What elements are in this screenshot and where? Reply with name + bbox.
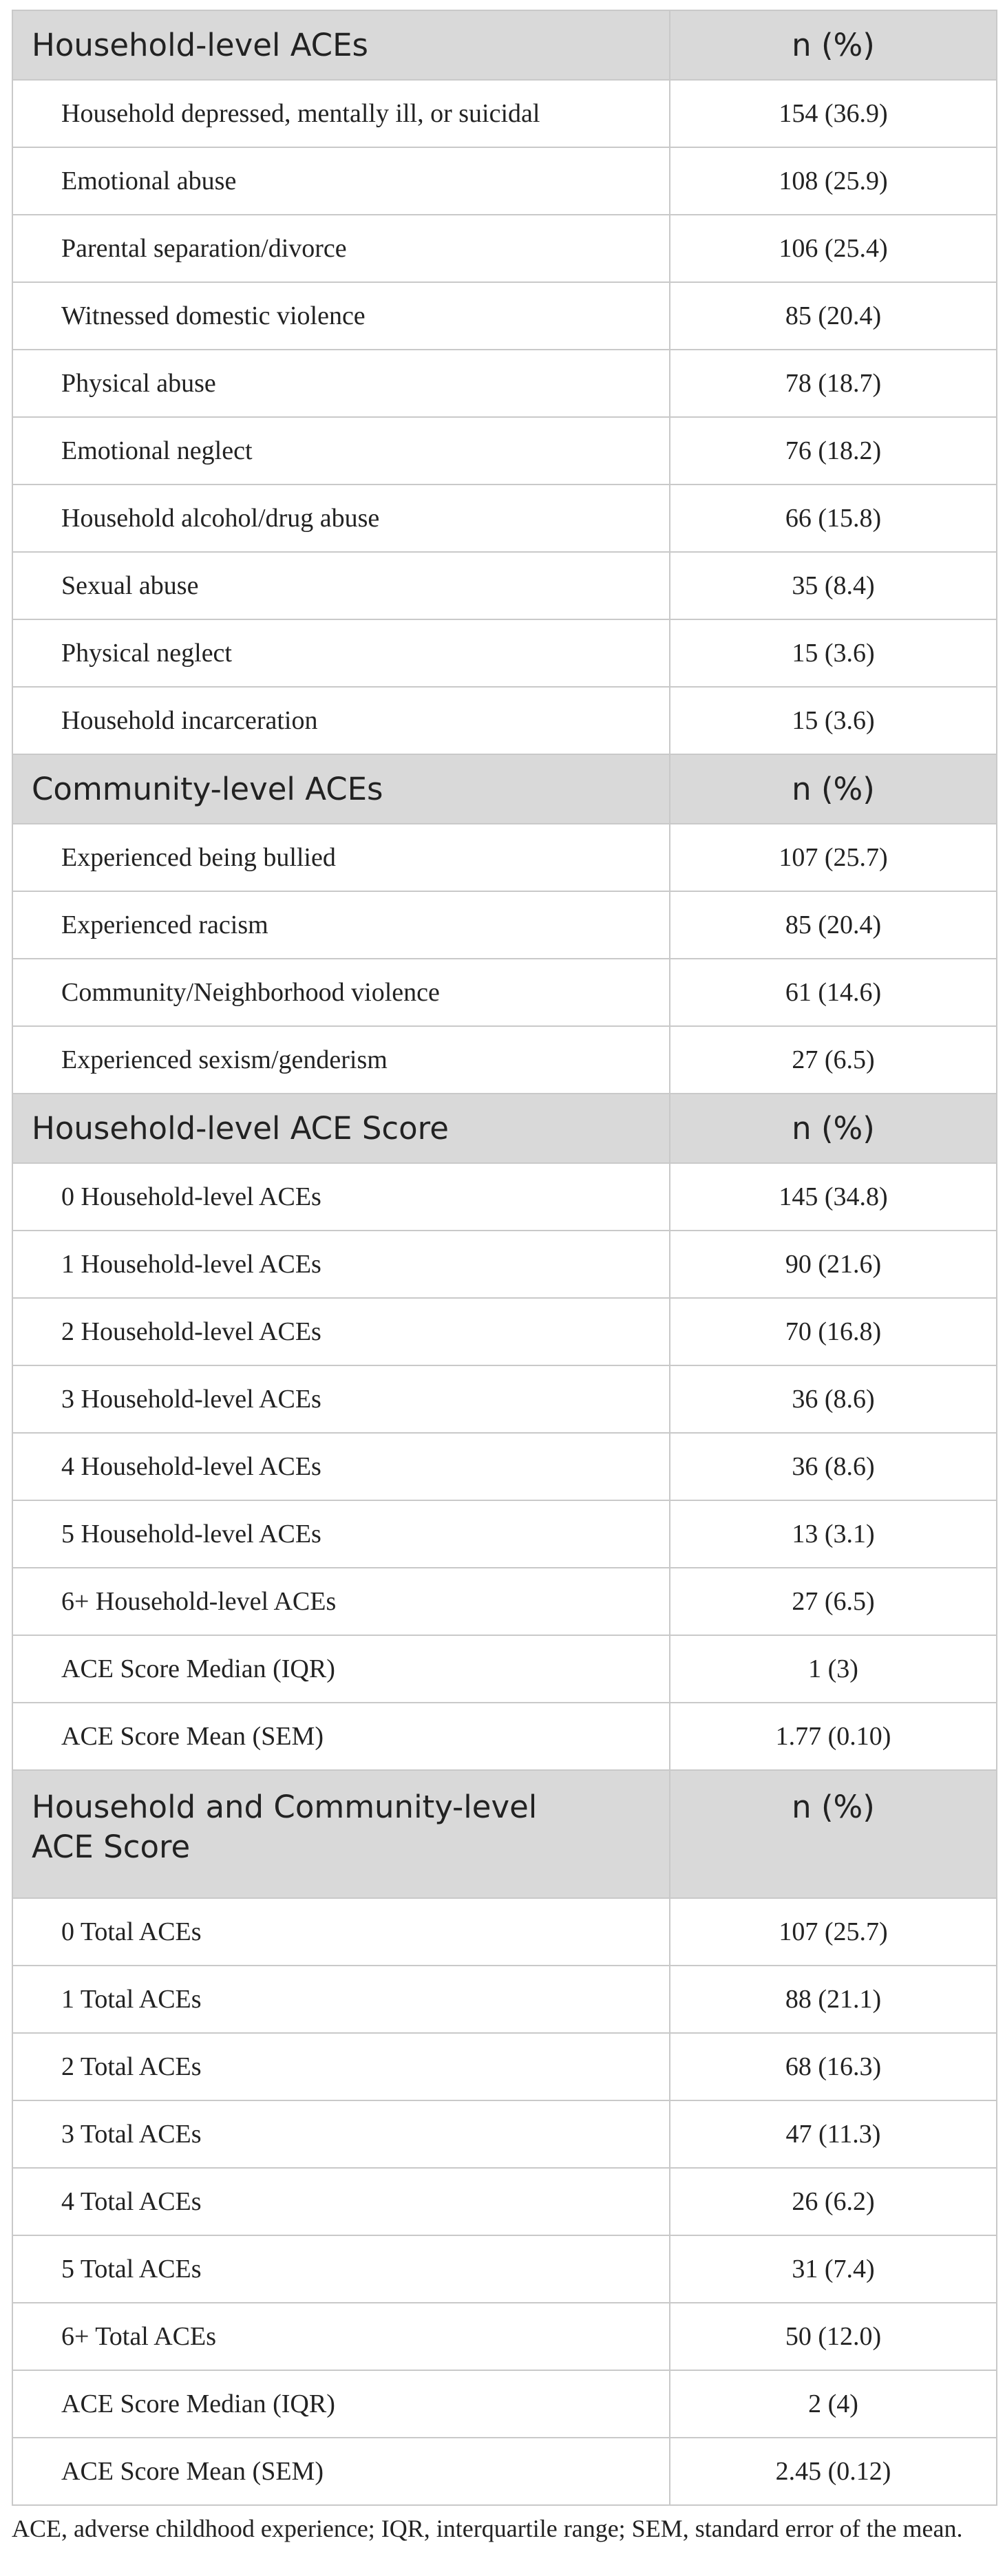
row-label: ACE Score Mean (SEM) [12, 2438, 670, 2505]
row-value: 36 (8.6) [670, 1365, 997, 1433]
table-row [12, 2168, 997, 2235]
row-value: 68 (16.3) [670, 2033, 997, 2100]
row-label: Community/Neighborhood violence [12, 959, 670, 1026]
row-value: 15 (3.6) [670, 619, 997, 687]
row-label: 5 Total ACEs [12, 2235, 670, 2303]
table-row [12, 215, 997, 282]
table-row [12, 959, 997, 1026]
column-header: n (%) [670, 754, 997, 824]
table-row [12, 2370, 997, 2438]
row-label: Experienced racism [12, 891, 670, 959]
row-label: 0 Household-level ACEs [12, 1163, 670, 1231]
row-value: 107 (25.7) [670, 824, 997, 891]
row-label: Sexual abuse [12, 552, 670, 619]
row-label: ACE Score Median (IQR) [12, 1635, 670, 1703]
row-value: 1.77 (0.10) [670, 1703, 997, 1770]
row-value: 76 (18.2) [670, 417, 997, 485]
row-value: 13 (3.1) [670, 1500, 997, 1568]
row-label: 2 Household-level ACEs [12, 1298, 670, 1365]
row-value: 47 (11.3) [670, 2100, 997, 2168]
row-value: 1 (3) [670, 1635, 997, 1703]
table-row [12, 687, 997, 754]
section-title: Household-level ACE Score [12, 1094, 670, 1163]
row-value: 27 (6.5) [670, 1568, 997, 1635]
row-value: 2 (4) [670, 2370, 997, 2438]
table-row [12, 1433, 997, 1500]
row-label: Household incarceration [12, 687, 670, 754]
table-row [12, 1500, 997, 1568]
row-label: 0 Total ACEs [12, 1898, 670, 1966]
table-row [12, 485, 997, 552]
column-header: n (%) [670, 1770, 997, 1898]
row-value: 36 (8.6) [670, 1433, 997, 1500]
table-row [12, 282, 997, 350]
table-row [12, 1026, 997, 1094]
row-value: 107 (25.7) [670, 1898, 997, 1966]
row-value: 61 (14.6) [670, 959, 997, 1026]
row-value: 85 (20.4) [670, 891, 997, 959]
row-label: 1 Total ACEs [12, 1966, 670, 2033]
table-row [12, 1966, 997, 2033]
row-label: 5 Household-level ACEs [12, 1500, 670, 1568]
row-label: Witnessed domestic violence [12, 282, 670, 350]
row-value: 35 (8.4) [670, 552, 997, 619]
row-label: ACE Score Mean (SEM) [12, 1703, 670, 1770]
column-header: n (%) [670, 1094, 997, 1163]
row-value: 50 (12.0) [670, 2303, 997, 2370]
table-row [12, 1163, 997, 1231]
table-row [12, 1568, 997, 1635]
row-label: Physical neglect [12, 619, 670, 687]
table-row [12, 2438, 997, 2505]
row-label: 1 Household-level ACEs [12, 1231, 670, 1298]
row-label: 3 Household-level ACEs [12, 1365, 670, 1433]
table-row [12, 1898, 997, 1966]
table-row [12, 2033, 997, 2100]
row-label: 4 Household-level ACEs [12, 1433, 670, 1500]
table-row [12, 2100, 997, 2168]
section-title-line1: Household and Community-level [32, 1789, 538, 1825]
row-label: Household alcohol/drug abuse [12, 485, 670, 552]
row-label: Household depressed, mentally ill, or suicidal [12, 80, 670, 147]
row-label: Experienced being bullied [12, 824, 670, 891]
table-row [12, 824, 997, 891]
table-row [12, 2303, 997, 2370]
row-value: 26 (6.2) [670, 2168, 997, 2235]
section-title: Household-level ACEs [12, 10, 670, 80]
table-row [12, 1231, 997, 1298]
row-value: 27 (6.5) [670, 1026, 997, 1094]
section-title: Community-level ACEs [12, 754, 670, 824]
row-label: 2 Total ACEs [12, 2033, 670, 2100]
row-value: 70 (16.8) [670, 1298, 997, 1365]
row-label: Emotional neglect [12, 417, 670, 485]
row-label: 6+ Household-level ACEs [12, 1568, 670, 1635]
row-value: 85 (20.4) [670, 282, 997, 350]
row-label: Physical abuse [12, 350, 670, 417]
row-value: 78 (18.7) [670, 350, 997, 417]
table-footnote: ACE, adverse childhood experience; IQR, interquartile range; SEM, standard error of the mean. [12, 2515, 963, 2542]
ace-table [12, 10, 997, 2506]
section-title-line2: ACE Score [32, 1829, 191, 1865]
row-value: 90 (21.6) [670, 1231, 997, 1298]
table-row [12, 619, 997, 687]
table-row [12, 1365, 997, 1433]
row-value: 31 (7.4) [670, 2235, 997, 2303]
row-label: Parental separation/divorce [12, 215, 670, 282]
section-header [12, 1770, 997, 1898]
table-row [12, 1635, 997, 1703]
row-value: 106 (25.4) [670, 215, 997, 282]
column-header: n (%) [670, 10, 997, 80]
row-label: Emotional abuse [12, 147, 670, 215]
row-value: 108 (25.9) [670, 147, 997, 215]
table-row [12, 80, 997, 147]
table-row [12, 1703, 997, 1770]
row-value: 66 (15.8) [670, 485, 997, 552]
table-row [12, 350, 997, 417]
section-header [12, 1094, 997, 1163]
table-row [12, 417, 997, 485]
table-row [12, 1298, 997, 1365]
row-value: 145 (34.8) [670, 1163, 997, 1231]
row-label: 4 Total ACEs [12, 2168, 670, 2235]
section-header [12, 10, 997, 80]
row-value: 88 (21.1) [670, 1966, 997, 2033]
ace-table-container [12, 10, 996, 2506]
row-value: 154 (36.9) [670, 80, 997, 147]
table-row [12, 891, 997, 959]
row-label: Experienced sexism/genderism [12, 1026, 670, 1094]
section-header [12, 754, 997, 824]
row-label: 3 Total ACEs [12, 2100, 670, 2168]
table-row [12, 147, 997, 215]
row-label: ACE Score Median (IQR) [12, 2370, 670, 2438]
table-row [12, 2235, 997, 2303]
row-value: 15 (3.6) [670, 687, 997, 754]
row-label: 6+ Total ACEs [12, 2303, 670, 2370]
section-title [12, 1770, 670, 1898]
row-value: 2.45 (0.12) [670, 2438, 997, 2505]
table-row [12, 552, 997, 619]
